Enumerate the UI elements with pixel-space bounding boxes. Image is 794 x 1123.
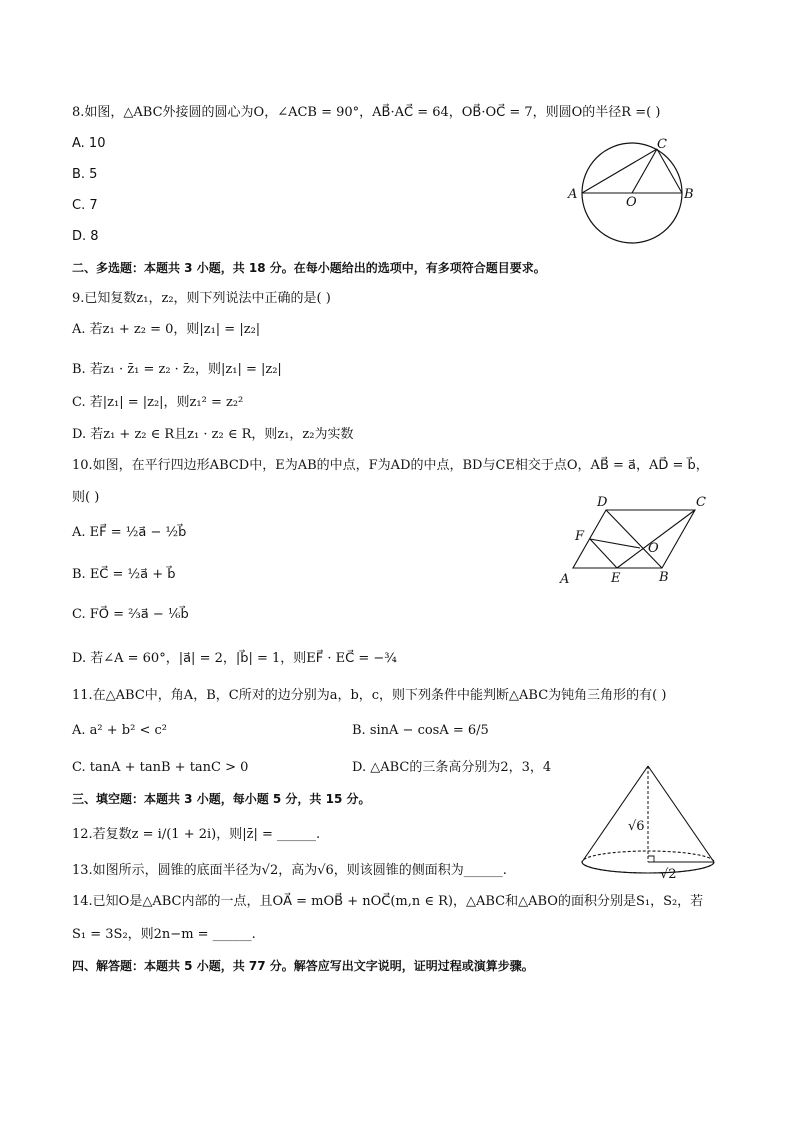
q13-label-radius: √2 (660, 867, 677, 882)
q9-option-c: C. 若|z₁| = |z₂|，则z₁² = z₂² (72, 395, 244, 410)
q8-label-o: O (626, 195, 637, 210)
q9-option-a: A. 若z₁ + z₂ = 0，则|z₁| = |z₂| (72, 322, 261, 337)
q14-line-1: 14.已知O是△ABC内部的一点，且OA⃗ = mOB⃗ + nOC⃗(m,n ∈ R)，△ABC和△ABO的面积分别是S₁，S₂，若 (72, 894, 704, 909)
q14-line-2: S₁ = 3S₂，则2n−m = ______. (72, 927, 256, 942)
q8-label-a: A (568, 187, 578, 202)
q11-option-c: C. tanA + tanB + tanC > 0 (72, 760, 249, 775)
q9-option-b: B. 若z₁ · z̄₁ = z₂ · z̄₂，则|z₁| = |z₂| (72, 362, 282, 377)
section-fill-blank: 三、填空题：本题共 3 小题，每小题 5 分，共 15 分。 (72, 792, 371, 806)
q10-stem: 10.如图，在平行四边形ABCD中，E为AB的中点，F为AD的中点，BD与CE相交于点O，AB⃗ = a⃗，AD⃗ = b⃗， (72, 458, 709, 473)
q8-option-c: C. 7 (72, 198, 98, 213)
q10-parallelogram-figure (555, 490, 715, 590)
q11-option-b: B. sinA − cosA = 6/5 (352, 723, 489, 738)
q13-text: 13.如图所示，圆锥的底面半径为√2，高为√6，则该圆锥的侧面积为______. (72, 863, 507, 878)
q8-circle-figure (560, 130, 710, 250)
section-solutions: 四、解答题：本题共 5 小题，共 77 分。解答应写出文字说明，证明过程或演算步骤。 (72, 959, 534, 973)
q10-option-c: C. FO⃗ = ⅔a⃗ − ⅙b⃗ (72, 607, 189, 622)
q8-label-b: B (684, 187, 694, 202)
q8-stem: 8.如图，△ABC外接圆的圆心为O，∠ACB = 90°，AB⃗·AC⃗ = 64，OB⃗·OC⃗ = 7，则圆O的半径R =( ) (72, 105, 661, 120)
q8-option-b: B. 5 (72, 167, 98, 182)
section-multi-choice: 二、多选题：本题共 3 小题，共 18 分。在每小题给出的选项中，有多项符合题目要求。 (72, 261, 546, 275)
q10-label-e: E (611, 571, 621, 586)
q10-label-o: O (648, 541, 659, 556)
q8-label-c: C (657, 137, 667, 152)
q10-label-a: A (560, 572, 570, 587)
q10-label-f: F (575, 529, 585, 544)
q8-option-d: D. 8 (72, 229, 99, 244)
q12-text: 12.若复数z = i/(1 + 2i)，则|z̄| = ______. (72, 827, 321, 842)
q11-option-a: A. a² + b² < c² (72, 723, 167, 738)
q11-stem: 11.在△ABC中，角A，B，C所对的边分别为a，b，c，则下列条件中能判断△ABC为钝角三角形的有( ) (72, 688, 667, 703)
q10-option-b: B. EC⃗ = ½a⃗ + b⃗ (72, 567, 176, 582)
q11-option-d: D. △ABC的三条高分别为2，3，4 (352, 760, 552, 775)
q8-option-a: A. 10 (72, 136, 106, 151)
q9-stem: 9.已知复数z₁，z₂，则下列说法中正确的是( ) (72, 291, 331, 306)
q10-label-d: D (597, 495, 608, 510)
q13-cone-figure (578, 762, 718, 887)
q10-option-a: A. EF⃗ = ½a⃗ − ½b⃗ (72, 525, 187, 540)
q13-label-height: √6 (628, 819, 645, 834)
q9-option-d: D. 若z₁ + z₂ ∈ R且z₁ · z₂ ∈ R，则z₁，z₂为实数 (72, 427, 354, 442)
q10-stem-2: 则( ) (72, 490, 100, 505)
q10-label-c: C (696, 495, 706, 510)
q10-label-b: B (659, 570, 669, 585)
q10-option-d: D. 若∠A = 60°，|a⃗| = 2，|b⃗| = 1，则EF⃗ · EC⃗ = −¾ (72, 651, 397, 666)
